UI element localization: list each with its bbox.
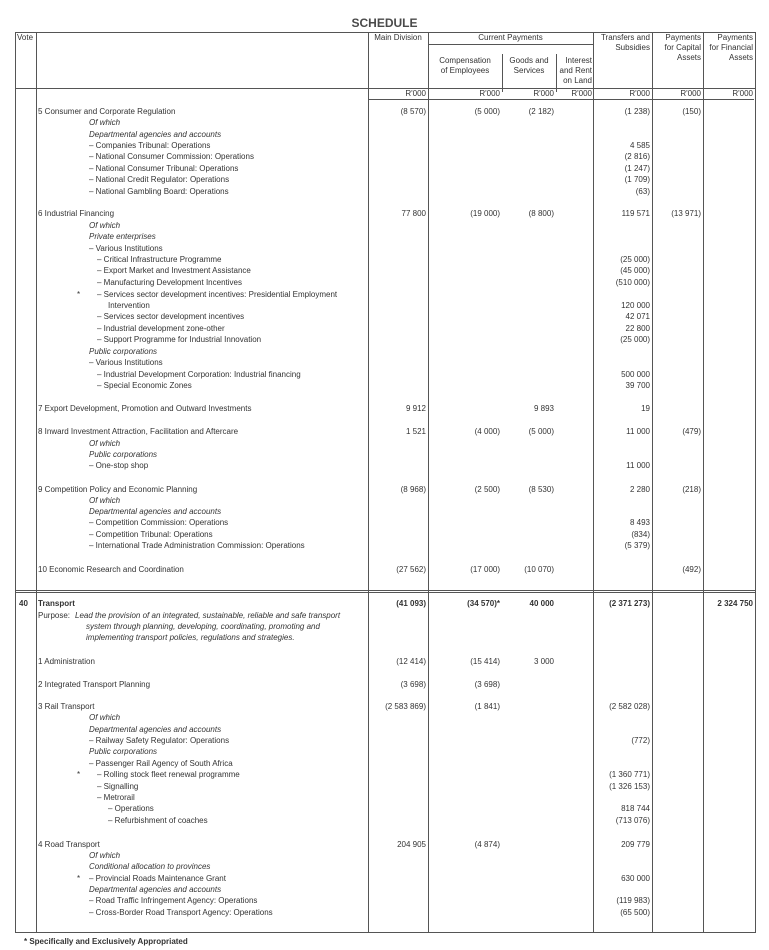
col-divider	[703, 32, 704, 932]
cell-main: (2 583 869)	[385, 702, 426, 711]
header-capital: Payments	[665, 33, 701, 42]
page-title: SCHEDULE	[351, 16, 418, 30]
header-financial: for Financial	[709, 43, 753, 52]
cell-trans: (2 582 028)	[609, 702, 650, 711]
row-label: – One-stop shop	[89, 461, 149, 470]
header-financial: Assets	[728, 53, 753, 62]
cell-trans: 4 585	[629, 141, 650, 150]
cell-trans: 39 700	[625, 381, 650, 390]
unit-label: R'000	[479, 89, 500, 98]
row-label: Conditional allocation to provinces	[89, 862, 211, 871]
cell-main: (8 570)	[400, 107, 426, 116]
row-label: – International Trade Administration Commission: Operations	[89, 541, 305, 550]
cell-fin: 2 324 750	[717, 599, 753, 608]
cell-trans: (510 000)	[615, 278, 650, 287]
unit-label: R'000	[680, 89, 701, 98]
row-label: – Manufacturing Development Incentives	[97, 278, 242, 287]
row-label: 10 Economic Research and Coordination	[38, 565, 184, 574]
row-label: Intervention	[108, 301, 150, 310]
cell-comp: (5 000)	[474, 107, 500, 116]
row-label: – Rolling stock fleet renewal programme	[97, 770, 240, 779]
row-label: 7 Export Development, Promotion and Outward Investments	[38, 404, 252, 413]
row-label: Of which	[89, 118, 121, 127]
col-divider	[368, 32, 369, 932]
cell-trans: (834)	[631, 530, 650, 539]
cell-main: 9 912	[405, 404, 426, 413]
cell-trans: 120 000	[621, 301, 650, 310]
cell-trans: (25 000)	[620, 255, 650, 264]
row-label: 3 Rail Transport	[38, 702, 95, 711]
header-capital: Assets	[676, 53, 701, 62]
cell-trans: (713 076)	[615, 816, 650, 825]
cell-trans: (2 816)	[624, 152, 650, 161]
cell-cap: (492)	[682, 565, 701, 574]
cell-goods: 9 893	[533, 404, 554, 413]
cell-goods: 40 000	[529, 599, 554, 608]
col-divider	[652, 32, 653, 932]
cell-trans: 42 071	[625, 312, 650, 321]
cell-comp: (17 000)	[470, 565, 500, 574]
row-label: Public corporations	[89, 347, 158, 356]
header-compensation: of Employees	[440, 66, 490, 75]
cell-cap: (218)	[682, 485, 701, 494]
row-label: – National Gambling Board: Operations	[89, 187, 229, 196]
col-divider	[428, 32, 429, 932]
cell-main: (3 698)	[400, 680, 426, 689]
row-label: implementing transport policies, regulations and strategies.	[86, 633, 295, 642]
row-label: – Export Market and Investment Assistance	[97, 266, 251, 275]
cell-trans: (772)	[631, 736, 650, 745]
row-label: Public corporations	[89, 747, 158, 756]
header-transfers: Subsidies	[615, 43, 650, 52]
cell-trans: (2 371 273)	[609, 599, 650, 608]
unit-rule	[368, 99, 754, 100]
header-goods: Services	[513, 66, 545, 75]
row-label: Departmental agencies and accounts	[89, 507, 222, 516]
cell-trans: 19	[641, 404, 650, 413]
cell-comp: (34 570)*	[467, 599, 500, 608]
row-label: – Services sector development incentives: Presidential Employment	[97, 290, 338, 299]
row-label: – National Consumer Commission: Operations	[89, 152, 254, 161]
purpose-label: Purpose:	[38, 611, 71, 620]
row-label: Transport	[38, 599, 75, 608]
cell-main: 77 800	[401, 209, 426, 218]
row-label: Departmental agencies and accounts	[89, 725, 222, 734]
unit-label: R'000	[732, 89, 753, 98]
header-financial: Payments	[717, 33, 753, 42]
header-goods: Goods and	[509, 56, 549, 65]
cell-trans: (1 247)	[624, 164, 650, 173]
cell-goods: 3 000	[533, 657, 554, 666]
cell-trans: 500 000	[621, 370, 650, 379]
row-label: – Competition Commission: Operations	[89, 518, 229, 527]
row-label: – Signalling	[97, 782, 139, 791]
row-label: – Refurbishment of coaches	[108, 816, 208, 825]
cell-goods: (8 530)	[528, 485, 554, 494]
row-label: Departmental agencies and accounts	[89, 885, 222, 894]
header-current-payments: Current Payments	[478, 33, 543, 42]
cell-comp: (19 000)	[470, 209, 500, 218]
header-interest: and Rent	[559, 66, 592, 75]
cell-trans: (45 000)	[620, 266, 650, 275]
cell-trans: (5 379)	[624, 541, 650, 550]
cell-trans: 630 000	[621, 874, 650, 883]
cell-trans: 818 744	[621, 804, 650, 813]
row-label: – Cross-Border Road Transport Agency: Operations	[89, 908, 273, 917]
appropriated-marker: *	[77, 290, 81, 299]
row-label: Private enterprises	[89, 232, 156, 241]
cell-cap: (479)	[682, 427, 701, 436]
cell-trans: (1 709)	[624, 175, 650, 184]
row-label: 5 Consumer and Corporate Regulation	[38, 107, 176, 116]
row-label: Of which	[89, 713, 121, 722]
row-label: – Support Programme for Industrial Innovation	[97, 335, 262, 344]
row-label: Departmental agencies and accounts	[89, 130, 222, 139]
row-label: Public corporations	[89, 450, 158, 459]
unit-label: R'000	[571, 89, 592, 98]
current-payments-rule	[428, 44, 593, 45]
row-label: Of which	[89, 439, 121, 448]
row-label: Of which	[89, 221, 121, 230]
cell-comp: (15 414)	[470, 657, 500, 666]
header-main-division: Main Division	[374, 33, 422, 42]
appropriated-marker: *	[77, 770, 81, 779]
schedule-table	[15, 32, 755, 932]
cell-trans: (119 983)	[616, 896, 650, 905]
cell-trans: (1 238)	[624, 107, 650, 116]
footnote: * Specifically and Exclusively Appropriated	[24, 937, 188, 946]
row-label: – National Credit Regulator: Operations	[89, 175, 230, 184]
header-interest: on Land	[563, 76, 592, 85]
cell-comp: (4 874)	[474, 840, 500, 849]
header-capital: for Capital	[664, 43, 701, 52]
row-label: – Railway Safety Regulator: Operations	[89, 736, 230, 745]
row-label: 9 Competition Policy and Economic Planning	[38, 485, 198, 494]
row-label: Lead the provision of an integrated, sustainable, reliable and safe transport	[75, 611, 341, 620]
header-vote: Vote	[17, 33, 34, 42]
row-label: – Special Economic Zones	[97, 381, 192, 390]
unit-label: R'000	[629, 89, 650, 98]
cell-cap: (13 971)	[671, 209, 701, 218]
cell-trans: 209 779	[621, 840, 650, 849]
col-divider	[36, 32, 37, 932]
cell-trans: (25 000)	[620, 335, 650, 344]
cell-main: (41 093)	[396, 599, 426, 608]
row-label: – Various Institutions	[89, 244, 163, 253]
section-rule	[15, 590, 755, 593]
row-label: – Competition Tribunal: Operations	[89, 530, 213, 539]
row-label: – Industrial Development Corporation: Industrial financing	[97, 370, 301, 379]
cell-goods: (10 070)	[524, 565, 554, 574]
cell-trans: 22 800	[625, 324, 650, 333]
cell-trans: 11 000	[626, 461, 650, 470]
cell-main: (8 968)	[400, 485, 426, 494]
cell-main: (12 414)	[396, 657, 426, 666]
cell-main: 1 521	[405, 427, 426, 436]
row-label: – Road Traffic Infringement Agency: Operations	[89, 896, 258, 905]
cell-trans: 11 000	[626, 427, 650, 436]
cell-comp: (4 000)	[474, 427, 500, 436]
appropriated-marker: *	[77, 874, 81, 883]
cell-goods: (2 182)	[528, 107, 554, 116]
row-label: – Metrorail	[97, 793, 135, 802]
row-label: Of which	[89, 496, 121, 505]
cell-main: (27 562)	[396, 565, 426, 574]
row-label: system through planning, developing, coordinating, promoting and	[86, 622, 320, 631]
cell-goods: (8 800)	[528, 209, 554, 218]
row-label: Of which	[89, 851, 121, 860]
cell-trans: (1 326 153)	[609, 782, 650, 791]
cell-trans: (63)	[635, 187, 650, 196]
row-label: 6 Industrial Financing	[38, 209, 115, 218]
cell-trans: 119 571	[621, 209, 650, 218]
cell-trans: (65 500)	[620, 908, 650, 917]
cell-comp: (1 841)	[474, 702, 500, 711]
cell-goods: (5 000)	[528, 427, 554, 436]
row-label: – Operations	[108, 804, 154, 813]
cell-cap: (150)	[682, 107, 701, 116]
cell-trans: 2 280	[629, 485, 650, 494]
row-label: 4 Road Transport	[38, 840, 100, 849]
cell-trans: 8 493	[629, 518, 650, 527]
row-label: 2 Integrated Transport Planning	[38, 680, 151, 689]
cell-trans: (1 360 771)	[609, 770, 650, 779]
row-label: – Provincial Roads Maintenance Grant	[89, 874, 226, 883]
row-label: – Passenger Rail Agency of South Africa	[89, 759, 233, 768]
cell-main: 204 905	[397, 840, 426, 849]
row-label: – Critical Infrastructure Programme	[97, 255, 222, 264]
row-label: – Various Institutions	[89, 358, 163, 367]
cell-comp: (3 698)	[474, 680, 500, 689]
header-interest: Interest	[565, 56, 592, 65]
cell-comp: (2 500)	[474, 485, 500, 494]
row-label: – Services sector development incentives	[97, 312, 245, 321]
row-label: 8 Inward Investment Attraction, Facilitation and Aftercare	[38, 427, 239, 436]
row-label: – National Consumer Tribunal: Operations	[89, 164, 239, 173]
row-label: – Companies Tribunal: Operations	[89, 141, 211, 150]
header-transfers: Transfers and	[600, 33, 650, 42]
unit-label: R'000	[533, 89, 554, 98]
header-compensation: Compensation	[439, 56, 491, 65]
vote-number: 40	[19, 599, 28, 608]
row-label: 1 Administration	[38, 657, 95, 666]
row-label: – Industrial development zone-other	[97, 324, 225, 333]
unit-label: R'000	[405, 89, 426, 98]
